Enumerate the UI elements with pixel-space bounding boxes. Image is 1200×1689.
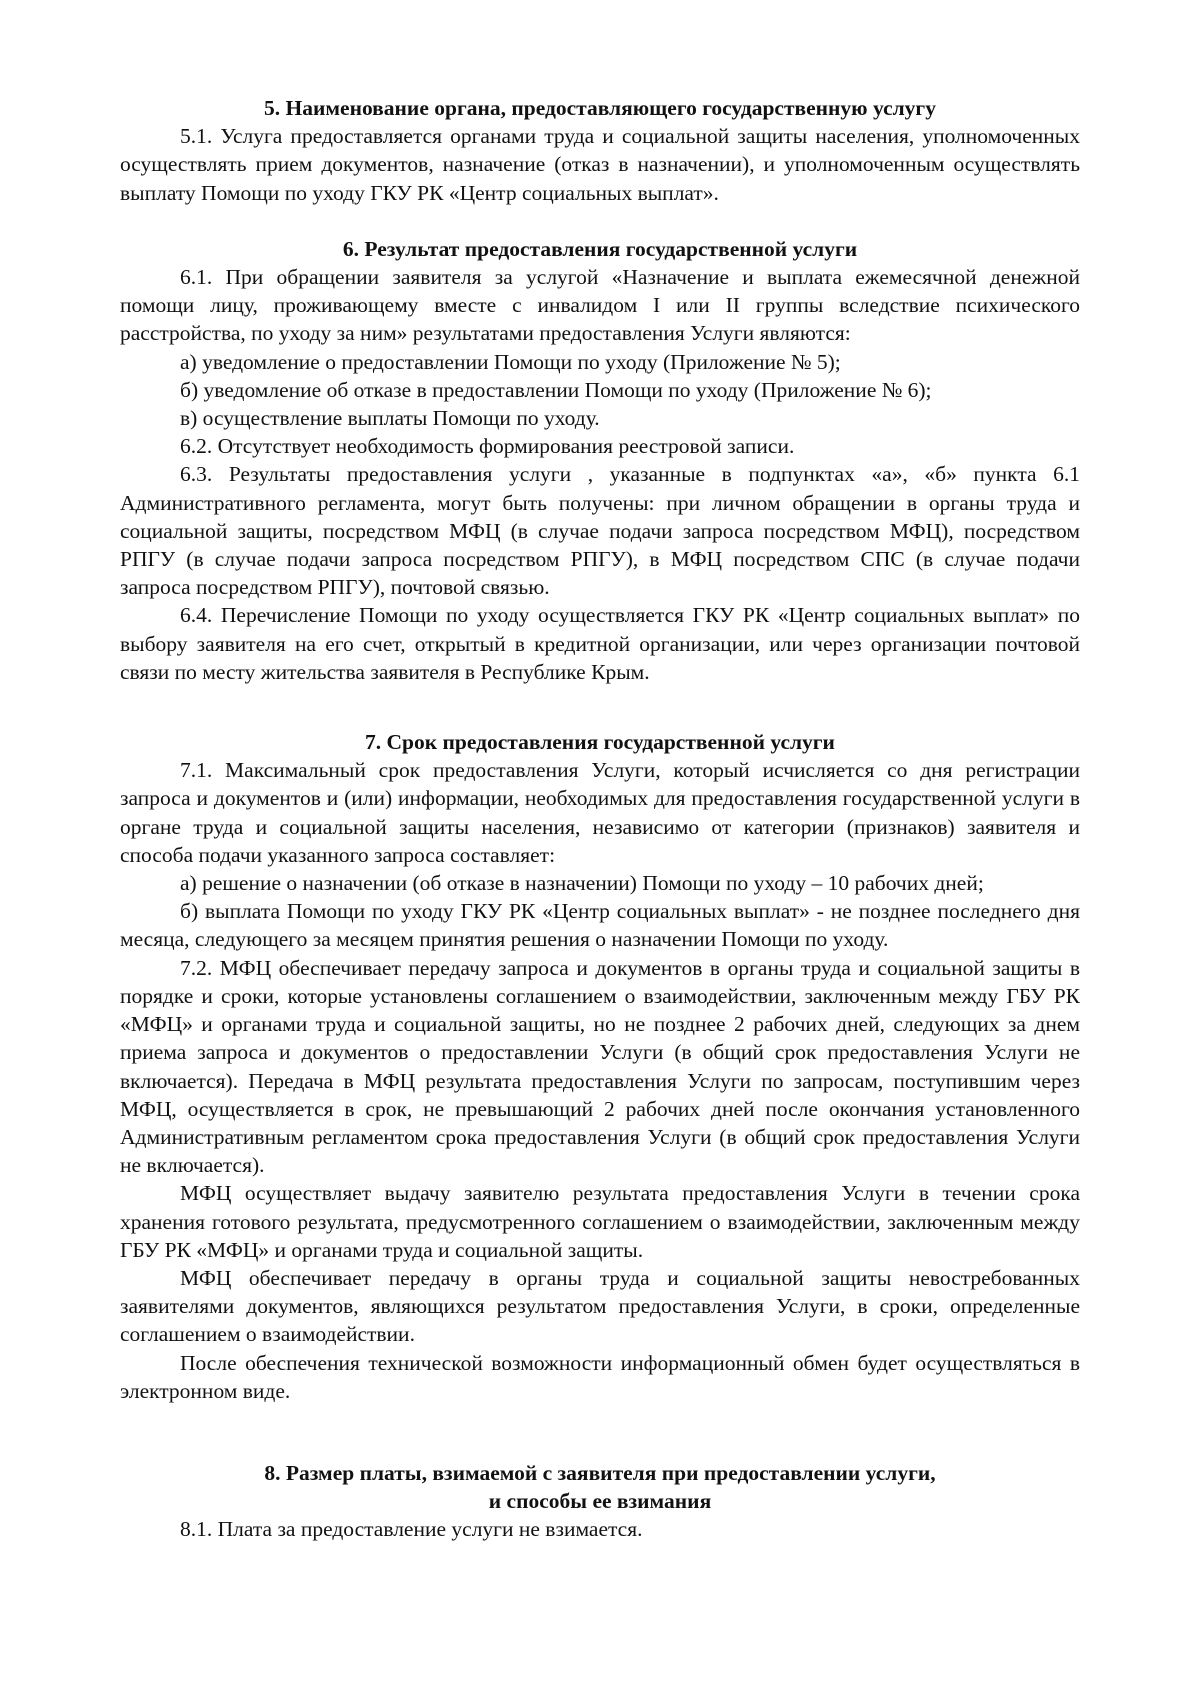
list-item-6-1-a: а) уведомление о предоставлении Помощи по уходу (Приложение № 5);	[180, 349, 841, 374]
paragraph-6-1: 6.1. При обращении заявителя за услугой «Назначение и выплата ежемесячной денежной помощи лицу, проживающему вместе с инвалидом I или II группы вследствие психического расстройства, по уходу за ним» результатами предоставления Услуги являются:	[120, 265, 1080, 346]
section-6-heading: 6. Результат предоставления государственной услуги	[342, 236, 858, 261]
paragraph-7-2-electronic: После обеспечения технической возможности информационный обмен будет осуществляться в электронном виде.	[120, 1350, 1080, 1403]
paragraph-7-2-mfc-issue: МФЦ осуществляет выдачу заявителю результата предоставления Услуги в течении срока хранения готового результата, предусмотренного соглашением о взаимодействии, заключенным между ГБУ РК «МФЦ» и органами труда и социальной защиты.	[120, 1181, 1080, 1262]
paragraph-6-2: 6.2. Отсутствует необходимость формирования реестровой записи.	[180, 434, 795, 459]
paragraph-8-1: 8.1. Плата за предоставление услуги не взимается.	[180, 1517, 643, 1542]
list-item-7-1-b: б) выплата Помощи по уходу ГКУ РК «Центр социальных выплат» - не позднее последнего дня месяца, следующего за месяцем принятия решения о назначении Помощи по уходу.	[120, 899, 1080, 952]
list-item-6-1-b: б) уведомление об отказе в предоставлении Помощи по уходу (Приложение № 6);	[180, 377, 932, 402]
paragraph-7-2-mfc-transfer: МФЦ обеспечивает передачу в органы труда и социальной защиты невостребованных заявителями документов, являющихся результатом предоставления Услуги, в сроки, определенные соглашением о взаимодействии.	[120, 1265, 1080, 1347]
document-page	[120, 94, 1080, 1544]
list-item-6-1-c: в) осуществление выплаты Помощи по уходу.	[180, 406, 600, 431]
section-8-heading	[120, 1459, 1080, 1515]
paragraph-5-1: 5.1. Услуга предоставляется органами труда и социальной защиты населения, уполномоченных осуществлять прием документов, назначение (отказ в назначении), и уполномоченным осуществлять выплату Помощи по уходу ГКУ РК «Центр социальных выплат».	[120, 124, 1080, 205]
paragraph-6-3: 6.3. Результаты предоставления услуги , указанные в подпунктах «а», «б» пункта 6.1 Административного регламента, могут быть получены: при личном обращении в органы труда и социальной защиты, посредством МФЦ (в случае подачи запроса посредством МФЦ), посредством РПГУ (в случае подачи запроса посредством РПГУ), в МФЦ посредством СПС (в случае подачи запроса посредством РПГУ), почтовой связью.	[120, 462, 1080, 600]
paragraph-7-2: 7.2. МФЦ обеспечивает передачу запроса и документов в органы труда и социальной защиты в порядке и сроки, которые установлены соглашением о взаимодействии, заключенным между ГБУ РК «МФЦ» и органами труда и социальной защиты, но не позднее 2 рабочих дней, следующих за днем приема запроса и документов о предоставлении Услуги (в общий срок предоставления Услуги не включается). Передача в МФЦ результата предоставления Услуги по запросам, поступившим через МФЦ, осуществляется в срок, не превышающий 2 рабочих дней после окончания установленного Административным регламентом срока предоставления Услуги (в общий срок предоставления Услуги не включается).	[120, 955, 1080, 1178]
list-item-7-1-a: а) решение о назначении (об отказе в назначении) Помощи по уходу – 10 рабочих дней;	[180, 871, 984, 896]
section-8-heading-line-2: и способы ее взимания	[488, 1489, 712, 1514]
section-5-heading: 5. Наименование органа, предоставляющего государственную услугу	[264, 96, 936, 120]
section-8-heading-line-1: 8. Размер платы, взимаемой с заявителя при предоставлении услуги,	[264, 1460, 936, 1485]
paragraph-6-4: 6.4. Перечисление Помощи по уходу осуществляется ГКУ РК «Центр социальных выплат» по выбору заявителя на его счет, открытый в кредитной организации, или через организации почтовой связи по месту жительства заявителя в Республике Крым.	[120, 603, 1080, 684]
section-7-heading: 7. Срок предоставления государственной услуги	[365, 730, 835, 755]
paragraph-7-1: 7.1. Максимальный срок предоставления Услуги, который исчисляется со дня регистрации запроса и документов и (или) информации, необходимых для предоставления государственной услуги в органе труда и социальной защиты населения, независимо от категории (признаков) заявителя и способа подачи указанного запроса составляет:	[120, 758, 1080, 867]
